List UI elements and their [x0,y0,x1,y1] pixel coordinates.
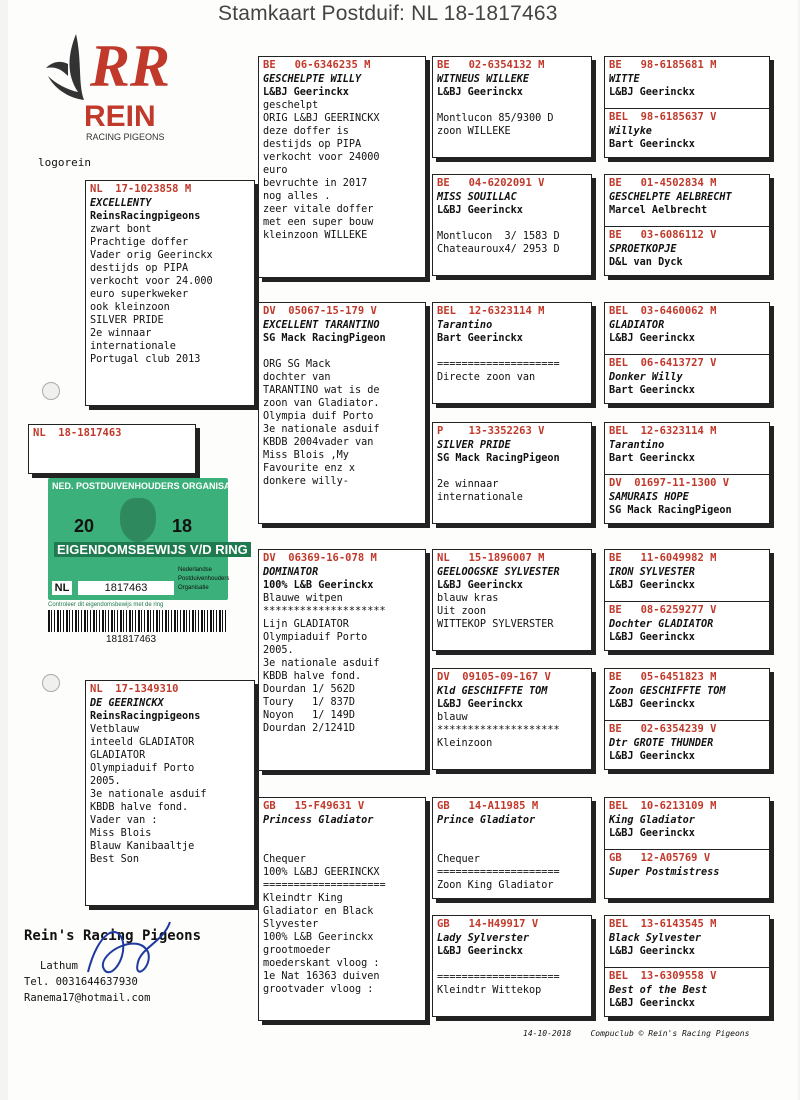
ring-number: BE 08-6259277 V [609,604,717,616]
remark-line: Portugal club 2013 [90,354,201,365]
pigeon-name: WITNEUS WILLEKE [437,74,530,85]
ggg-entry [605,175,769,226]
ring-number: GB 14-H49917 V [437,918,539,930]
ring-number: BE 01-4502834 M [609,177,717,189]
remark-line: Miss Blois [90,828,152,839]
breeder [437,827,587,840]
ring-number: BEL 13-6143545 M [609,918,717,930]
rein-logo [38,14,188,144]
remark-line: Vader van : [90,815,158,826]
mother-card [85,680,255,906]
ggg-entry [605,108,769,158]
subject-ring: NL 18-1817463 [33,427,122,439]
remark-line: Uit zoon [437,606,487,617]
breeder: L&BJ Geerinckx [609,998,695,1009]
pigeon-name: MISS SOUILLAC [437,192,517,203]
owner-city: Lathum [40,960,78,972]
remark-line: Lijn GLADIATOR [263,619,349,630]
remark-line: WITTEKOP SYLVERSTER [437,619,554,630]
ring-number: GB 14-A11985 M [437,800,539,812]
remark-line: Olympiaduif Porto [90,763,195,774]
signature-icon [78,912,178,992]
remark-line: geschelpt [263,100,319,111]
breeder: L&BJ Geerinckx [437,87,523,98]
breeder: L&BJ Geerinckx [263,87,349,98]
breeder: Bart Geerinckx [609,385,695,396]
breeder [263,827,421,840]
ring-number: BEL 12-6323114 M [609,425,717,437]
remark-line: ==================== [437,867,560,878]
pigeon-name: Super Postmistress [609,867,720,878]
remark-line: Gladiator en Black [263,906,374,917]
breeder: L&BJ Geerinckx [609,333,695,344]
breeder: L&BJ Geerinckx [609,632,695,643]
breeder: ReinsRacingpigeons [90,711,201,722]
ring-number: DV 01697-11-1300 V [609,477,730,489]
punch-hole [42,674,60,692]
breeder: L&BJ Geerinckx [437,580,523,591]
certificate-title: EIGENDOMSBEWIJS V/D RING [54,542,251,557]
pigeon-name: SILVER PRIDE [437,440,511,451]
remark-line: blauw [437,712,468,723]
remarks [90,223,250,366]
remark-line: KBDB 2004vader van [263,437,374,448]
certificate-org: NED. POSTDUIVENHOUDERS ORGANISATIE [52,481,244,491]
father-card [85,180,255,406]
pigeon-name: Zoon GESCHIFFTE TOM [609,686,726,697]
remark-line: Blauw Kanibaaltje [90,841,195,852]
remark-line: internationale [437,492,523,503]
breeder: SG Mack RacingPigeon [609,505,732,516]
remark-line: 1e Nat 16363 duiven [263,971,380,982]
ggg-entry [605,303,769,354]
breeder: L&BJ Geerinckx [609,580,695,591]
ring-number: BEL 03-6460062 M [609,305,717,317]
great-grandparent-card [432,549,592,651]
certificate-year-right: 18 [172,516,193,536]
ggg-entry [605,916,769,967]
remark-line: 2e winnaar [90,328,152,339]
pigeon-name: GEELOOGSKE SYLVESTER [437,567,560,578]
ring-number: NL 17-1349310 [90,683,179,695]
breeder: Bart Geerinckx [609,139,695,150]
ring-certificate [48,478,248,648]
pigeon-name: EXCELLENTY [90,198,152,209]
page-title: Stamkaart Postduif: NL 18-1817463 [218,2,558,25]
remark-line: ook kleinzoon [90,302,170,313]
pigeon-name: Prince Gladiator [437,815,536,826]
remarks [90,723,250,866]
ggg-entry [605,550,769,601]
grandparent-card [258,549,426,771]
pigeon-name: WITTE [609,74,640,85]
ggg-entry [605,967,769,1017]
remark-line: met een super bouw [263,217,374,228]
certificate-year-left: 20 [74,516,95,536]
ring-number: NL 17-1023858 M [90,183,192,195]
remark-line: 3e nationale asduif [90,789,207,800]
remark-line [437,465,587,478]
remark-line: Miss Blois ,My [263,450,349,461]
remark-line: dochter van [263,372,331,383]
ggg-pair-card [604,174,770,276]
remark-line: 3e nationale asduif [263,658,380,669]
remark-line [437,840,587,853]
remark-line: Zoon King Gladiator [437,880,554,891]
ring-number: GB 15-F49631 V [263,800,365,812]
grandparent-card [258,797,426,1021]
ggg-entry [605,423,769,474]
barcode-number: 181817463 [106,634,157,645]
remark-line: Kleinzoon [437,738,493,749]
breeder: SG Mack RacingPigeon [263,333,386,344]
remark-line: 2e winnaar [437,479,499,490]
certificate-number: 1817463 [78,581,174,595]
ggg-pair-card [604,915,770,1017]
breeder: L&BJ Geerinckx [609,699,695,710]
print-date: 14-10-2018 [523,1029,572,1038]
great-grandparent-card [432,56,592,158]
remark-line: Noyon 1/ 149D [263,710,356,721]
certificate-footnote: Controleer dit eigendomsbewijs met de ring [48,602,164,608]
remark-line: Slyvester [263,919,319,930]
breeder: Marcel Aelbrecht [609,205,708,216]
pigeon-name: EXCELLENT TARANTINO [263,320,380,331]
remark-line: Dourdan 2/1241D [263,723,356,734]
remark-line: Dourdan 1/ 562D [263,684,356,695]
remark-line: zeer vitale doffer [263,204,374,215]
breeder: Bart Geerinckx [609,453,695,464]
remark-line: bevruchte in 2017 [263,178,368,189]
great-grandparent-card [432,668,592,770]
remark-line [437,217,587,230]
remark-line: Olympia duif Porto [263,411,374,422]
pigeon-name: GLADIATOR [609,320,665,331]
footer [523,1029,749,1038]
ggg-pair-card [604,549,770,651]
ggg-entry [605,669,769,720]
remark-line: deze doffer is [263,126,349,137]
remark-line: blauw kras [437,593,499,604]
remark-line: euro [263,165,288,176]
breeder: L&BJ Geerinckx [609,946,695,957]
remark-line: zwart bont [90,224,152,235]
ggg-pair-card [604,422,770,524]
pigeon-name: Dtr GROTE THUNDER [609,738,714,749]
ring-number: BEL 13-6309558 V [609,970,717,982]
ggg-entry [605,57,769,108]
remark-line: 100% L&BJ GEERINCKX [263,867,380,878]
ggg-entry [605,720,769,770]
great-grandparent-card [432,797,592,899]
pigeon-name: Princess Gladiator [263,815,374,826]
grandparent-card [258,56,426,278]
breeder: D&L van Dyck [609,257,683,268]
ring-number: BE 98-6185681 M [609,59,717,71]
owner-title: Rein's Racing Pigeons [24,928,202,944]
pigeon-name: Kld GESCHIFFTE TOM [437,686,548,697]
remark-line: Chequer [263,854,306,865]
ring-number: BE 02-6354239 V [609,723,717,735]
subject-card [28,424,196,474]
remark-line: moederskant vloog : [263,958,380,969]
logo-tagline: RACING PIGEONS [86,132,165,142]
remark-line: KBDB halve fond. [90,802,189,813]
great-grandparent-card [432,174,592,276]
ggg-entry [605,226,769,276]
breeder: L&BJ Geerinckx [609,87,695,98]
npo-block: Nederlandse Postduivenhouders Organisatie [178,567,230,591]
remark-line: Kleindtr Wittekop [437,985,542,996]
pigeon-name: Dochter GLADIATOR [609,619,714,630]
ring-number: DV 09105-09-167 V [437,671,551,683]
remark-line: ==================== [437,359,560,370]
credit: Compuclub © Rein's Racing Pigeons [590,1029,750,1038]
ring-number: BE 06-6346235 M [263,59,371,71]
remark-line: ==================== [437,972,560,983]
pigeon-name: Black Sylvester [609,933,702,944]
lion-shield-icon [120,498,156,542]
remark-line: euro superkweker [90,289,189,300]
ring-number: GB 12-A05769 V [609,852,711,864]
remark-line: KBDB halve fond. [263,671,362,682]
pigeon-name: Donker Willy [609,372,683,383]
remark-line: Toury 1/ 837D [263,697,356,708]
remark-line: grootmoeder [263,945,331,956]
remark-line: ******************** [263,606,386,617]
pigeon-name: DOMINATOR [263,567,319,578]
ring-number: BE 04-6202091 V [437,177,545,189]
ggg-entry [605,798,769,849]
remark-line: Favourite enz x [263,463,356,474]
owner-email: Ranema17@hotmail.com [24,992,151,1004]
remark-line: verkocht voor 24.000 [90,276,213,287]
logo-word: REIN [84,100,156,133]
ring-number: BEL 12-6323114 M [437,305,545,317]
ring-number: BE 05-6451823 M [609,671,717,683]
great-grandparent-card [432,915,592,1017]
remark-line: TARANTINO wat is de [263,385,380,396]
pigeon-name: DE GEERINCKX [90,698,164,709]
pigeon-name: Tarantino [437,320,493,331]
remark-line: kleinzoon WILLEKE [263,230,368,241]
pigeon-name: SPROETKOPJE [609,244,677,255]
pigeon-name: GESCHELPTE WILLY [263,74,362,85]
remark-line: grootvader vloog : [263,984,374,995]
remark-line: inteeld GLADIATOR [90,737,195,748]
ggg-entry [605,474,769,524]
ggg-pair-card [604,302,770,404]
breeder: L&BJ Geerinckx [437,946,523,957]
remark-line: Montlucon 85/9300 D [437,113,554,124]
ring-number: BEL 10-6213109 M [609,800,717,812]
ggg-entry [605,601,769,651]
remark-line: Prachtige doffer [90,237,189,248]
remark-line [437,99,587,112]
pigeon-name: GESCHELPTE AELBRECHT [609,192,732,203]
remark-line: Blauwe witpen [263,593,343,604]
logo-caption: logorein [38,156,91,169]
remark-line: Chateauroux4/ 2953 D [437,244,560,255]
ring-number: BEL 06-6413727 V [609,357,717,369]
ring-number: DV 06369-16-078 M [263,552,377,564]
breeder: L&BJ Geerinckx [437,699,523,710]
pigeon-name: Willyke [609,126,652,137]
remark-line: zoon WILLEKE [437,126,511,137]
breeder: 100% L&B Geerinckx [263,580,374,591]
remark-line: GLADIATOR [90,750,146,761]
certificate-country: NL [52,581,72,595]
remark-line: verkocht voor 24000 [263,152,380,163]
pigeon-logo-icon [38,14,188,144]
breeder: ReinsRacingpigeons [90,211,201,222]
breeder [609,879,765,892]
remark-line: Chequer [437,854,480,865]
remark-line: Directe zoon van [437,372,536,383]
great-grandparent-card [432,302,592,404]
breeder: L&BJ Geerinckx [609,828,695,839]
ggg-entry [605,849,769,899]
remark-line: Olympiaduif Porto [263,632,368,643]
pigeon-name: Best of the Best [609,985,708,996]
remark-line: 2005. [263,645,294,656]
remark-line: Vetblauw [90,724,140,735]
pigeon-name: Lady Sylverster [437,933,530,944]
remark-line: ORG SG Mack [263,359,331,370]
great-grandparent-card [432,422,592,524]
ring-number: NL 15-1896007 M [437,552,545,564]
remark-line: Kleindtr King [263,893,343,904]
ggg-pair-card [604,797,770,899]
ggg-entry [605,354,769,404]
ggg-pair-card [604,56,770,158]
breeder: SG Mack RacingPigeon [437,453,560,464]
remark-line: 2005. [90,776,121,787]
remark-line: Montlucon 3/ 1583 D [437,231,560,242]
barcode [48,610,228,632]
remark-line: donkere willy- [263,476,349,487]
remark-line: ORIG L&BJ GEERINCKX [263,113,380,124]
pigeon-name: King Gladiator [609,815,695,826]
grandparent-card [258,302,426,524]
remark-line: zoon van Gladiator. [263,398,380,409]
remark-line: Vader orig Geerinckx [90,250,213,261]
remark-line: ******************** [437,725,560,736]
pigeon-name: SAMURAIS HOPE [609,492,689,503]
remark-line: ==================== [263,880,386,891]
remark-line: destijds op PIPA [263,139,362,150]
breeder: L&BJ Geerinckx [437,205,523,216]
logo-letters: RR [90,33,171,99]
breeder: Bart Geerinckx [437,333,523,344]
remark-line [437,958,587,971]
remark-line: 3e nationale asduif [263,424,380,435]
remark-line: 100% L&B Geerinckx [263,932,374,943]
remark-line: nog alles . [263,191,331,202]
remark-line: SILVER PRIDE [90,315,164,326]
remark-line [263,840,421,853]
pigeon-name: Tarantino [609,440,665,451]
ring-number: BEL 98-6185637 V [609,111,717,123]
ggg-pair-card [604,668,770,770]
ring-number: DV 05067-15-179 V [263,305,377,317]
remark-line: Best Son [90,854,140,865]
ring-number: BE 02-6354132 M [437,59,545,71]
remark-line: destijds op PIPA [90,263,189,274]
owner-phone: Tel. 0031644637930 [24,976,138,988]
punch-hole [42,382,60,400]
ring-number: BE 11-6049982 M [609,552,717,564]
remark-line [263,345,421,358]
pedigree-sheet [8,0,798,1100]
ring-number: P 13-3352263 V [437,425,545,437]
breeder: L&BJ Geerinckx [609,751,695,762]
remark-line [437,345,587,358]
remark-line: internationale [90,341,176,352]
pigeon-name: IRON SYLVESTER [609,567,695,578]
ring-number: BE 03-6086112 V [609,229,717,241]
